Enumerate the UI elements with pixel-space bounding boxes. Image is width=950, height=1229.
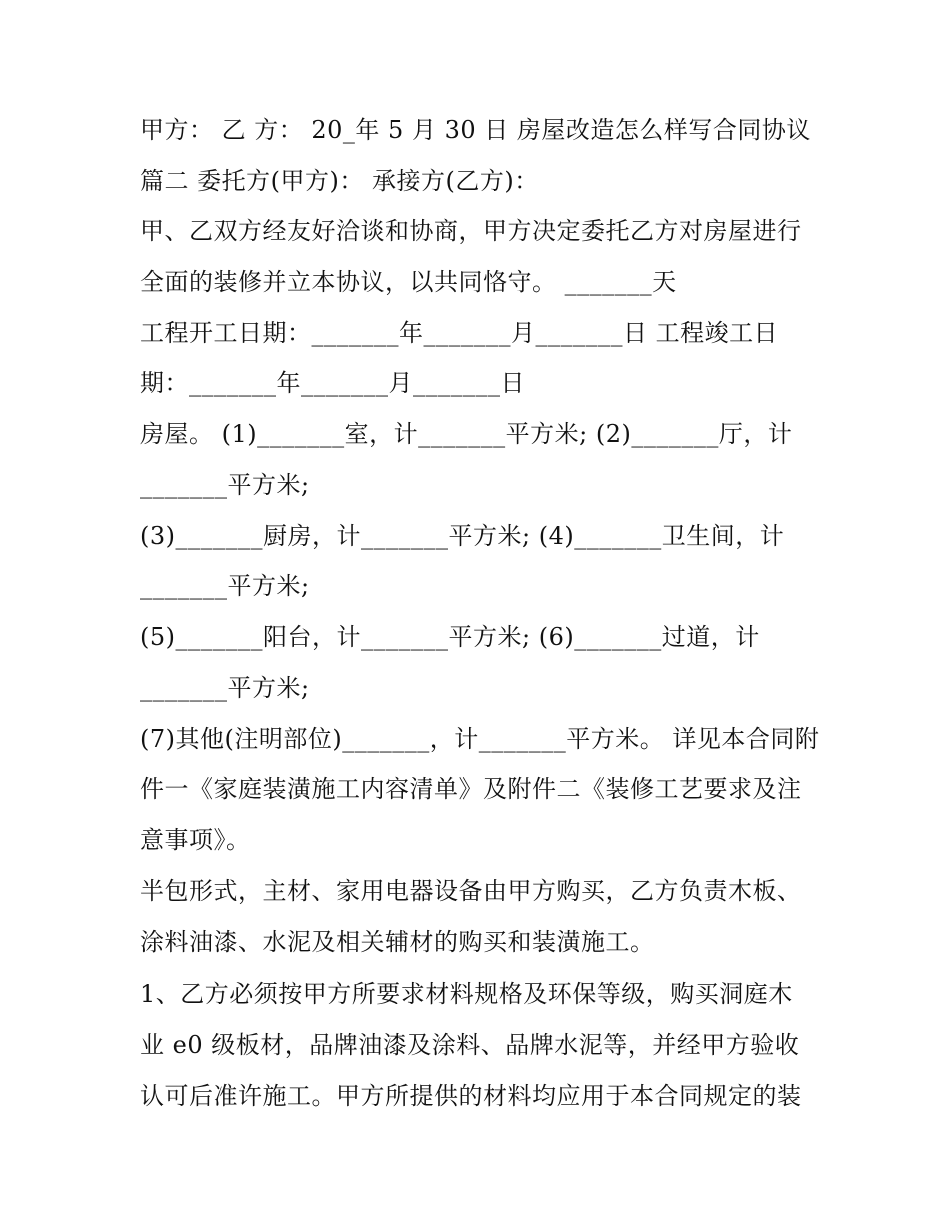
text-line-20: 认可后准许施工。甲方所提供的材料均应用于本合同规定的装 bbox=[140, 1082, 802, 1110]
text-line-11: (5)_______阳台，计_______平方米; (6)_______过道，计 bbox=[140, 623, 760, 651]
text-line-10: _______平方米; bbox=[140, 572, 310, 600]
text-line-3: 甲、乙双方经友好洽谈和协商，甲方决定委托乙方对房屋进行 bbox=[140, 217, 802, 245]
text-line-18: 1、乙方必须按甲方所要求材料规格及环保等级，购买洞庭木 bbox=[140, 980, 793, 1008]
text-line-17: 涂料油漆、水泥及相关辅材的购买和装潢施工。 bbox=[140, 928, 655, 956]
text-line-2: 篇二 委托方(甲方)： 承接方(乙方)： bbox=[140, 167, 539, 195]
text-line-19: 业 e0 级板材，品牌油漆及涂料、品牌水泥等，并经甲方验收 bbox=[140, 1031, 800, 1059]
text-line-16: 半包形式，主材、家用电器设备由甲方购买，乙方负责木板、 bbox=[140, 877, 802, 905]
text-line-8: _______平方米; bbox=[140, 471, 310, 499]
text-line-5: 工程开工日期：_______年_______月_______日 工程竣工日 bbox=[140, 319, 779, 347]
text-line-13: (7)其他(注明部位)_______，计_______平方米。 详见本合同附 bbox=[140, 725, 820, 753]
text-line-12: _______平方米; bbox=[140, 674, 310, 702]
text-line-9: (3)_______厨房，计_______平方米; (4)_______卫生间，计 bbox=[140, 522, 785, 550]
text-line-15: 意事项》。 bbox=[140, 826, 251, 854]
text-line-14: 件一《家庭装潢施工内容清单》及附件二《装修工艺要求及注 bbox=[140, 775, 802, 803]
text-line-6: 期：_______年_______月_______日 bbox=[140, 369, 525, 397]
text-line-1: 甲方： 乙 方： 20_年 5 月 30 日 房屋改造怎么样写合同协议 bbox=[140, 116, 811, 144]
text-line-7: 房屋。 (1)_______室，计_______平方米; (2)_______厅，计 bbox=[140, 420, 793, 448]
text-line-4: 全面的装修并立本协议，以共同恪守。 _______天 bbox=[140, 268, 677, 296]
